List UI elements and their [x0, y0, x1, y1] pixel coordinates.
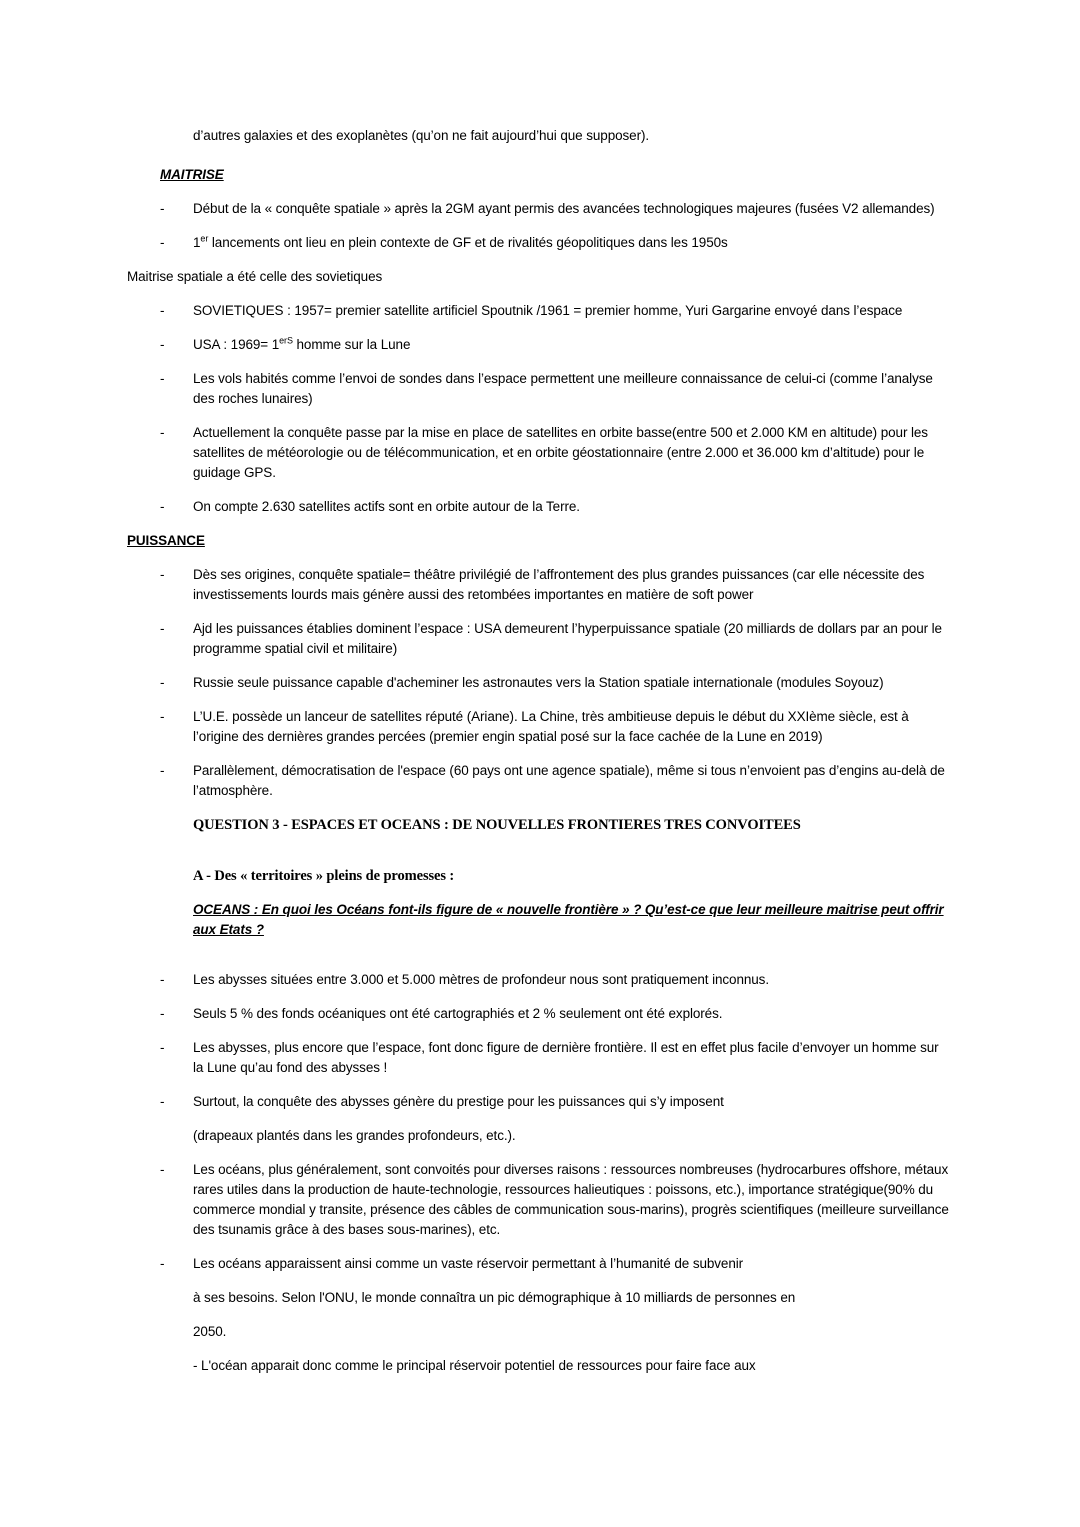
bullet-ue-chine-text: L’U.E. possède un lanceur de satellites réputé (Ariane). La Chine, très ambitieuse depuis le début du XXIème siècle, est à l’origine des dernières grandes percées (premier engin spatial posé sur la face cachée de la Lune en 2019)	[193, 709, 909, 744]
bullet-origines	[160, 565, 950, 605]
bullet-vols-habites-text: Les vols habités comme l’envoi de sondes dans l’espace permettent une meilleure connaissance de celui-ci (comme l’analyse des roches lunaires)	[193, 371, 933, 406]
bullet-ajd-puissances	[160, 619, 950, 659]
heading-a-territoires: A - Des « territoires » pleins de promesses :	[193, 868, 455, 884]
bullet-democratisation-text: Parallèlement, démocratisation de l'espace (60 pays ont une agence spatiale), même si tous n’envoient pas d’engins au-delà de l’atmosphère.	[193, 763, 945, 798]
bullet-marker: -	[160, 1256, 165, 1271]
bullet-marker: -	[160, 763, 165, 778]
bullet-fonds-cartographies-text: Seuls 5 % des fonds océaniques ont été cartographiés et 2 % seulement ont été explorés.	[193, 1006, 723, 1021]
heading-oceans-question: OCEANS : En quoi les Océans font-ils figure de « nouvelle frontière » ? Qu’est-ce que leur meilleure maitrise peut offrir aux Etats ?	[193, 902, 944, 937]
bullet-russie	[160, 673, 950, 693]
bullet-usa-text	[193, 335, 950, 355]
bullet-satellites-actifs	[160, 497, 950, 517]
bullet-vols-habites	[160, 369, 950, 409]
bullet-marker: -	[160, 675, 165, 690]
bullet-fonds-cartographies	[160, 1004, 950, 1024]
bullet-derniere-frontiere-text: Les abysses, plus encore que l’espace, font donc figure de dernière frontière. Il est en effet plus facile d’envoyer un homme sur la Lune qu’au fond des abysses !	[193, 1040, 939, 1075]
bullet-ue-chine	[160, 707, 950, 747]
bullet-marker: -	[160, 1040, 165, 1055]
bullet-prestige	[160, 1092, 950, 1112]
paragraph-ocean-reservoir: - L'océan apparait donc comme le principal réservoir potentiel de ressources pour faire face aux	[193, 1358, 756, 1373]
bullet-marker: -	[160, 425, 165, 440]
bullet-marker: -	[160, 567, 165, 582]
bullet-sovietiques	[160, 301, 950, 321]
bullet-marker: -	[160, 235, 165, 250]
bullet-usa	[160, 335, 950, 355]
bullet-orbites	[160, 423, 950, 483]
bullet-marker: -	[160, 1006, 165, 1021]
bullet-marker: -	[160, 371, 165, 386]
bullet-satellites-actifs-text: On compte 2.630 satellites actifs sont en orbite autour de la Terre.	[193, 499, 580, 514]
run-text: USA : 1969= 1	[193, 337, 280, 352]
document-content	[127, 126, 950, 1376]
paragraph-intro: d’autres galaxies et des exoplanètes (qu’on ne fait aujourd’hui que supposer).	[193, 128, 650, 143]
bullet-marker: -	[160, 499, 165, 514]
bullet-marker: -	[160, 709, 165, 724]
bullet-russie-text: Russie seule puissance capable d'acheminer les astronautes vers la Station spatiale internationale (modules Soyouz)	[193, 675, 884, 690]
bullet-oceans-convoites	[160, 1160, 950, 1240]
paragraph-2050: 2050.	[193, 1324, 227, 1339]
bullet-marker: -	[160, 972, 165, 987]
paragraph-besoins-onu: à ses besoins. Selon l'ONU, le monde connaîtra un pic démographique à 10 milliards de personnes en	[193, 1290, 796, 1305]
bullet-sovietiques-text: SOVIETIQUES : 1957= premier satellite artificiel Spoutnik /1961 = premier homme, Yuri Gargarine envoyé dans l’espace	[193, 303, 903, 318]
bullet-origines-text: Dès ses origines, conquête spatiale= théâtre privilégié de l’affrontement des plus grandes puissances (car elle nécessite des investissements lourds mais génère aussi des retombées importantes en matière de soft power	[193, 567, 925, 602]
superscript-text: er	[200, 233, 209, 244]
bullet-vaste-reservoir-text: Les océans apparaissent ainsi comme un vaste réservoir permettant à l’humanité de subvenir	[193, 1256, 744, 1271]
bullet-abysses-profondeur	[160, 970, 950, 990]
bullet-debut-conquete	[160, 199, 950, 219]
heading-puissance: PUISSANCE	[127, 533, 205, 548]
bullet-oceans-convoites-text: Les océans, plus généralement, sont convoités pour diverses raisons : ressources nombreuses (hydrocarbures offshore, métaux rares utiles dans la production de haute-technologie, ressources halieutiques : poissons, etc.), importance stratégique(90% du commerce mondial y transite, présence des câbles de communication sous-marins), progrès scientifiques (meilleure surveillance des tsunamis grâce à des bases sous-marines), etc.	[193, 1162, 949, 1237]
bullet-premiers-lancements	[160, 233, 950, 253]
heading-question-3: QUESTION 3 - ESPACES ET OCEANS : DE NOUVELLES FRONTIERES TRES CONVOITEES	[193, 817, 801, 833]
run-text: lancements ont lieu en plein contexte de GF et de rivalités géopolitiques dans les 1950s	[208, 235, 728, 250]
run-text: 1	[193, 235, 201, 250]
superscript-text: erS	[279, 335, 293, 346]
bullet-debut-conquete-text: Début de la « conquête spatiale » après la 2GM ayant permis des avancées technologiques majeures (fusées V2 allemandes)	[193, 201, 935, 216]
bullet-derniere-frontiere	[160, 1038, 950, 1078]
bullet-democratisation	[160, 761, 950, 801]
bullet-premiers-lancements-text	[193, 233, 950, 253]
heading-maitrise: MAITRISE	[160, 167, 224, 182]
paragraph-drapeaux: (drapeaux plantés dans les grandes profondeurs, etc.).	[193, 1128, 516, 1143]
bullet-ajd-puissances-text: Ajd les puissances établies dominent l’espace : USA demeurent l’hyperpuissance spatiale (20 milliards de dollars par an pour le programme spatial civil et militaire)	[193, 621, 942, 656]
bullet-marker: -	[160, 1162, 165, 1177]
bullet-vaste-reservoir	[160, 1254, 950, 1274]
bullet-marker: -	[160, 621, 165, 636]
bullet-marker: -	[160, 1094, 165, 1109]
bullet-orbites-text: Actuellement la conquête passe par la mise en place de satellites en orbite basse(entre 500 et 2.000 KM en altitude) pour les satellites de météorologie ou de télécommunication, et en orbite géostationnaire (entre 2.000 et 36.000 km d’altitude) pour le guidage GPS.	[193, 425, 928, 480]
bullet-prestige-text: Surtout, la conquête des abysses génère du prestige pour les puissances qui s’y imposent	[193, 1094, 724, 1109]
bullet-marker: -	[160, 201, 165, 216]
bullet-abysses-profondeur-text: Les abysses situées entre 3.000 et 5.000 mètres de profondeur nous sont pratiquement inconnus.	[193, 972, 769, 987]
bullet-marker: -	[160, 303, 165, 318]
bullet-marker: -	[160, 337, 165, 352]
run-text: homme sur la Lune	[292, 337, 411, 352]
paragraph-maitrise-sovietique: Maitrise spatiale a été celle des sovietiques	[127, 269, 383, 284]
